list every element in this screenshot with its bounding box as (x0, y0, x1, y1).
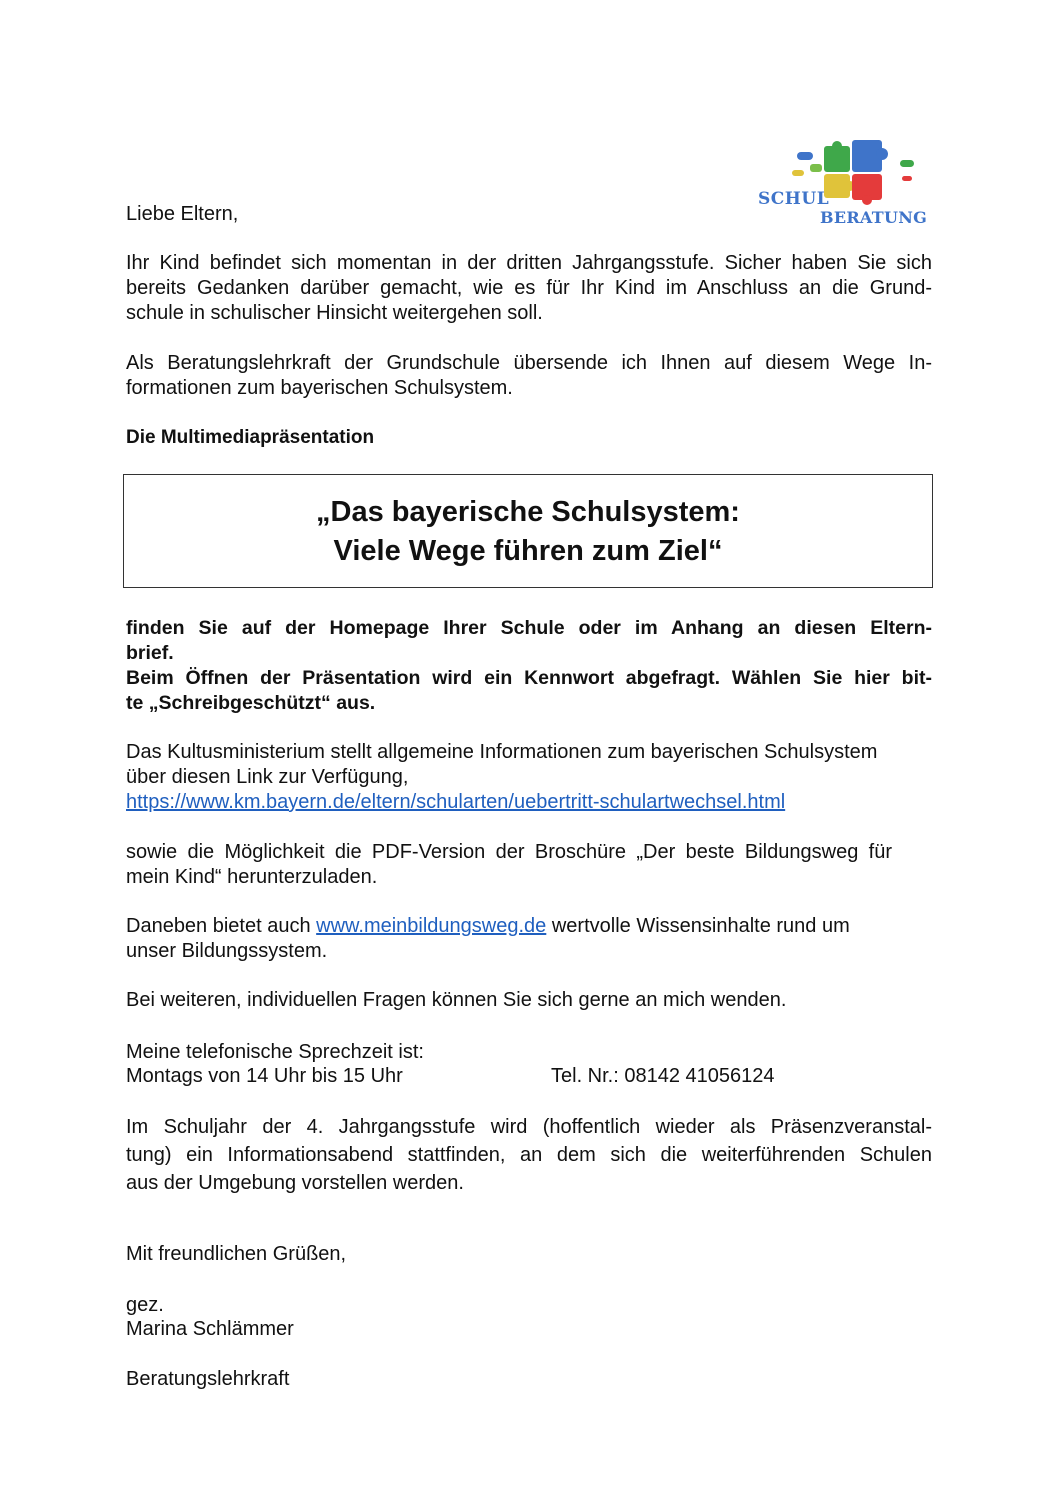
ministry-paragraph (126, 740, 932, 815)
intro-line: schule in schulischer Hinsicht weitergehen soll. (126, 302, 543, 324)
info-paragraph (126, 351, 932, 401)
presentation-notes (126, 616, 932, 716)
bildungsweg-text-before: Daneben bietet auch (126, 915, 317, 937)
bildungsweg-link[interactable]: www.meinbildungsweg.de (316, 915, 547, 937)
bildungsweg-line (126, 914, 906, 939)
bildungsweg-line2: unser Bildungssystem. (126, 940, 328, 962)
bildungsweg-paragraph (126, 914, 906, 964)
office-hours-label: Meine telefonische Sprechzeit ist: (126, 1041, 424, 1063)
logo-text-schul: SCHUL (758, 189, 830, 209)
signature-role: Beratungslehrkraft (126, 1368, 290, 1390)
signature-gez: gez. (126, 1294, 164, 1316)
office-hours-phone: Tel. Nr.: 08142 41056124 (551, 1065, 775, 1087)
intro-line: bereits Gedanken darüber gemacht, wie es für Ihr Kind im Anschluss an die Grund- (126, 277, 932, 299)
schulberatung-logo (752, 134, 932, 234)
ministry-link[interactable]: https://www.km.bayern.de/eltern/schularten/uebertritt-schulartwechsel.html (126, 791, 786, 813)
info-evening-line: aus der Umgebung vorstellen werden. (126, 1172, 464, 1194)
presentation-title-line2: Viele Wege führen zum Ziel“ (333, 535, 723, 567)
info-evening-line: tung) ein Informationsabend stattfinden, an dem sich die weiterführenden Schulen (126, 1144, 932, 1166)
info-line: Als Beratungslehrkraft der Grundschule übersende ich Ihnen auf diesem Wege In- (126, 352, 932, 374)
signature-name: Marina Schlämmer (126, 1318, 294, 1340)
brochure-line: mein Kind“ herunterzuladen. (126, 866, 378, 888)
closing: Mit freundlichen Grüßen, (126, 1243, 347, 1265)
info-line: formationen zum bayerischen Schulsystem. (126, 377, 513, 399)
brochure-paragraph (126, 840, 892, 890)
notes-line: finden Sie auf der Homepage Ihrer Schule oder im Anhang an diesen Eltern- (126, 617, 932, 639)
ministry-line: Das Kultusministerium stellt allgemeine Informationen zum bayerischen Schulsystem (126, 741, 878, 763)
presentation-title (124, 493, 932, 571)
salutation: Liebe Eltern, (126, 203, 239, 225)
intro-paragraph (126, 251, 932, 326)
presentation-title-box (123, 474, 933, 588)
notes-line: te „Schreibgeschützt“ aus. (126, 692, 376, 714)
info-evening-paragraph (126, 1113, 932, 1197)
presentation-title-line1: „Das bayerische Schulsystem: (316, 496, 740, 528)
bildungsweg-text-after: wertvolle Wissensinhalte rund um (546, 915, 850, 937)
brochure-line: sowie die Möglichkeit die PDF-Version der Broschüre „Der beste Bildungsweg für (126, 841, 892, 863)
notes-line: brief. (126, 642, 174, 664)
ministry-line: über diesen Link zur Verfügung, (126, 766, 409, 788)
logo-text-beratung: BERATUNG (820, 208, 928, 227)
questions-paragraph: Bei weiteren, individuellen Fragen können Sie sich gerne an mich wenden. (126, 989, 787, 1011)
presentation-heading: Die Multimediapräsentation (126, 427, 375, 448)
intro-line: Ihr Kind befindet sich momentan in der dritten Jahrgangsstufe. Sicher haben Sie sich (126, 252, 932, 274)
notes-line: Beim Öffnen der Präsentation wird ein Kennwort abgefragt. Wählen Sie hier bit- (126, 667, 932, 689)
office-hours-time: Montags von 14 Uhr bis 15 Uhr (126, 1065, 403, 1087)
info-evening-line: Im Schuljahr der 4. Jahrgangsstufe wird (hoffentlich wieder als Präsenzveranstal- (126, 1116, 932, 1138)
